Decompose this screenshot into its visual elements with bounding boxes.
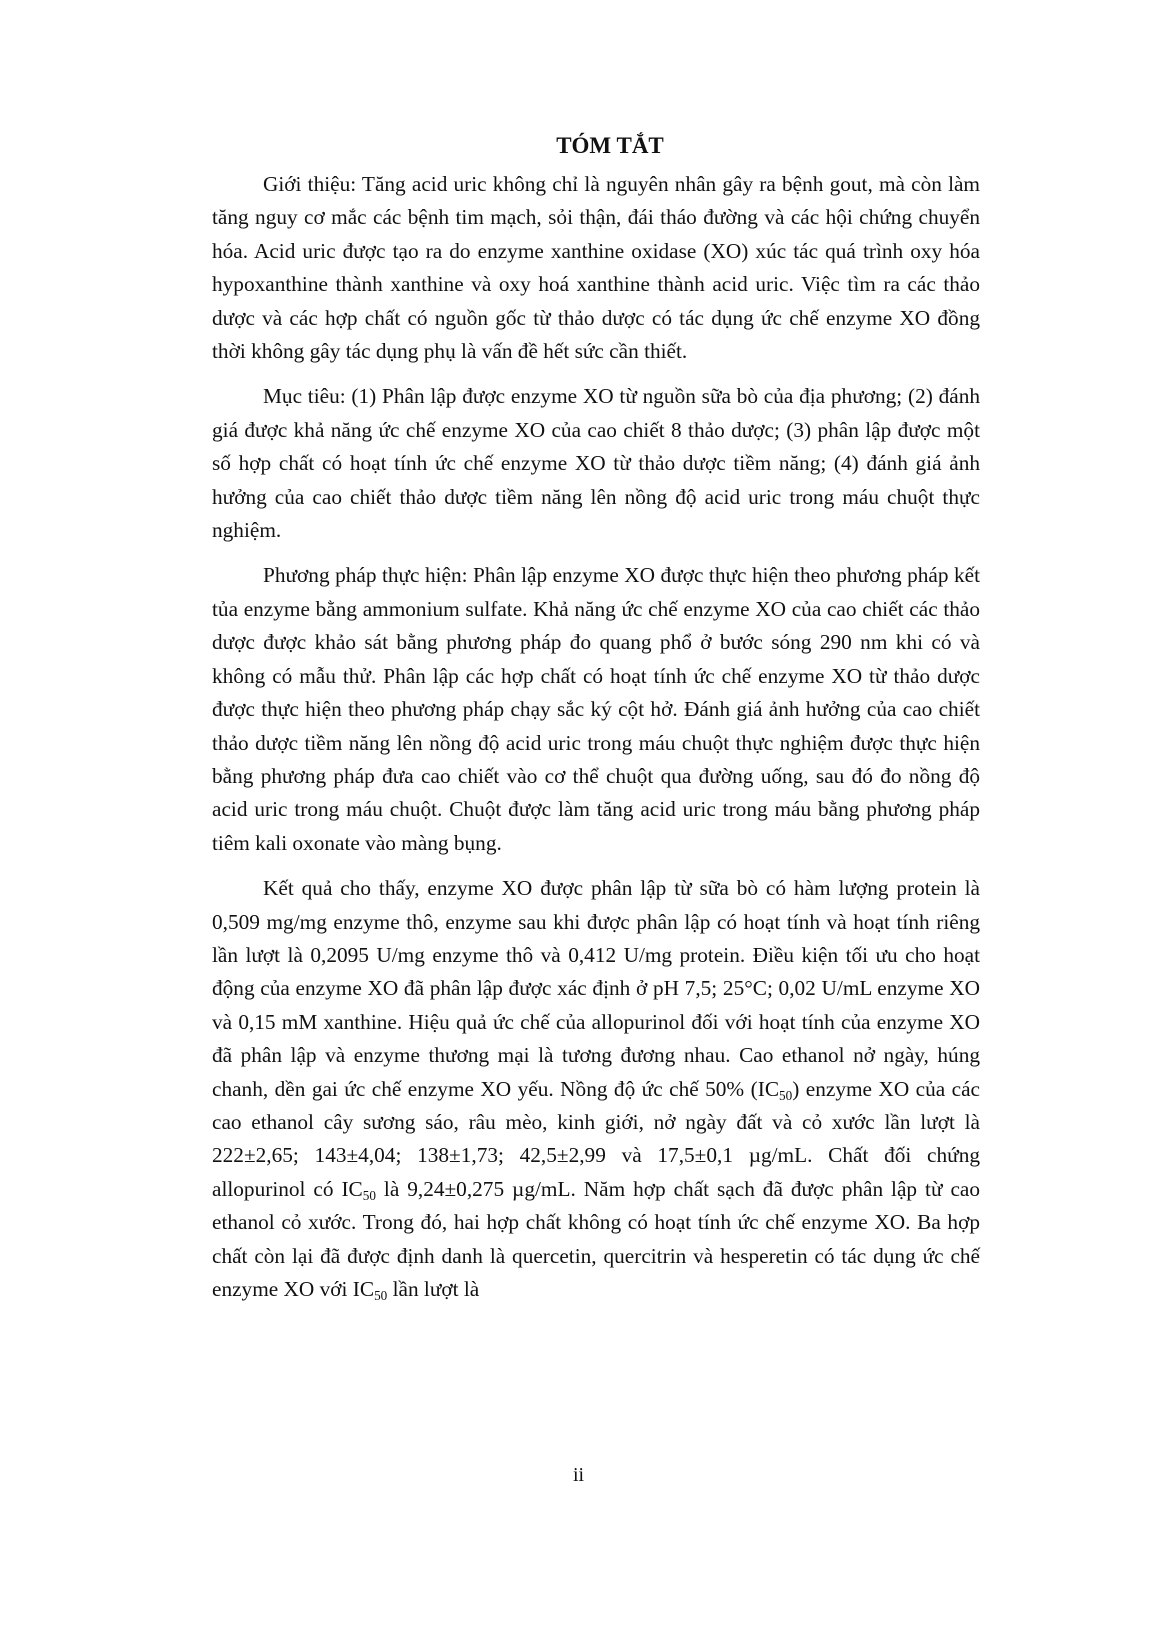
results-text-4: lần lượt là xyxy=(387,1277,480,1301)
paragraph-methods: Phương pháp thực hiện: Phân lập enzyme XO được thực hiện theo phương pháp kết tủa enzyme bằng ammonium sulfate. Khả năng ức chế enzyme XO của cao chiết các thảo dược được khảo sát bằng phương pháp đo quang phổ ở bước sóng 290 nm khi có và không có mẫu thử. Phân lập các hợp chất có hoạt tính ức chế enzyme XO từ thảo dược được thực hiện theo phương pháp chạy sắc ký cột hở. Đánh giá ảnh hưởng của cao chiết thảo dược tiềm năng lên nồng độ acid uric trong máu chuột thực nghiệm được thực hiện bằng phương pháp đưa cao chiết vào cơ thể chuột qua đường uống, sau đó đo nồng độ acid uric trong máu chuột. Chuột được làm tăng acid uric trong máu bằng phương pháp tiêm kali oxonate vào màng bụng. xyxy=(212,563,980,855)
paragraph-introduction: Giới thiệu: Tăng acid uric không chỉ là nguyên nhân gây ra bệnh gout, mà còn làm tăng nguy cơ mắc các bệnh tim mạch, sỏi thận, đái tháo đường và các hội chứng chuyển hóa. Acid uric được tạo ra do enzyme xanthine oxidase (XO) xúc tác quá trình oxy hóa hypoxanthine thành xanthine và oxy hoá xanthine thành acid uric. Việc tìm ra các thảo dược và các hợp chất có nguồn gốc từ thảo dược có tác dụng ức chế enzyme XO đồng thời không gây tác dụng phụ là vấn đề hết sức cần thiết. xyxy=(212,172,980,364)
results-text-3: là 9,24±0,275 µg/mL. Năm hợp chất sạch đã được phân lập từ cao ethanol cỏ xước. Trong đó, hai hợp chất không có hoạt tính ức chế enzyme XO. Ba hợp chất còn lại đã được định danh là quercetin, quercitrin và hesperetin có tác dụng ức chế enzyme XO với IC xyxy=(212,1176,980,1301)
results-text-1: Kết quả cho thấy, enzyme XO được phân lập từ sữa bò có hàm lượng protein là 0,509 mg/mg enzyme thô, enzyme sau khi được phân lập có hoạt tính và hoạt tính riêng lần lượt là 0,2095 U/mg enzyme thô và 0,412 U/mg protein. Điều kiện tối ưu cho hoạt động của enzyme XO đã phân lập được xác định ở pH 7,5; 25°C; 0,02 U/mL enzyme XO và 0,15 mM xanthine. Hiệu quả ức chế của allopurinol đối với hoạt tính của enzyme XO đã phân lập và enzyme thương mại là tương đương nhau. Cao ethanol nở ngày, húng chanh, dền gai ức chế enzyme XO yếu. Nồng độ ức chế 50% (IC xyxy=(212,876,980,1101)
paragraph-objectives: Mục tiêu: (1) Phân lập được enzyme XO từ nguồn sữa bò của địa phương; (2) đánh giá được khả năng ức chế enzyme XO của cao chiết 8 thảo dược; (3) phân lập được một số hợp chất có hoạt tính ức chế enzyme XO từ thảo dược tiềm năng; (4) đánh giá ảnh hưởng của cao chiết thảo dược tiềm năng lên nồng độ acid uric trong máu chuột thực nghiệm. xyxy=(212,384,980,543)
results-text-2: ) enzyme XO của các cao ethanol cây sương sáo, râu mèo, kinh giới, nở ngày đất và cỏ xước lần lượt là 222±2,65; 143±4,04; 138±1,73; 42,5±2,99 và 17,5±0,1 µg/mL. Chất đối chứng allopurinol có IC xyxy=(212,1076,981,1201)
ic50-subscript: 50 xyxy=(779,1087,793,1103)
paragraph-results xyxy=(212,872,980,1306)
page-title: TÓM TẮT xyxy=(556,133,664,158)
page-number: ii xyxy=(572,1464,585,1486)
ic50-subscript: 50 xyxy=(362,1187,376,1203)
document-page xyxy=(212,128,980,1318)
ic50-subscript: 50 xyxy=(374,1287,388,1303)
